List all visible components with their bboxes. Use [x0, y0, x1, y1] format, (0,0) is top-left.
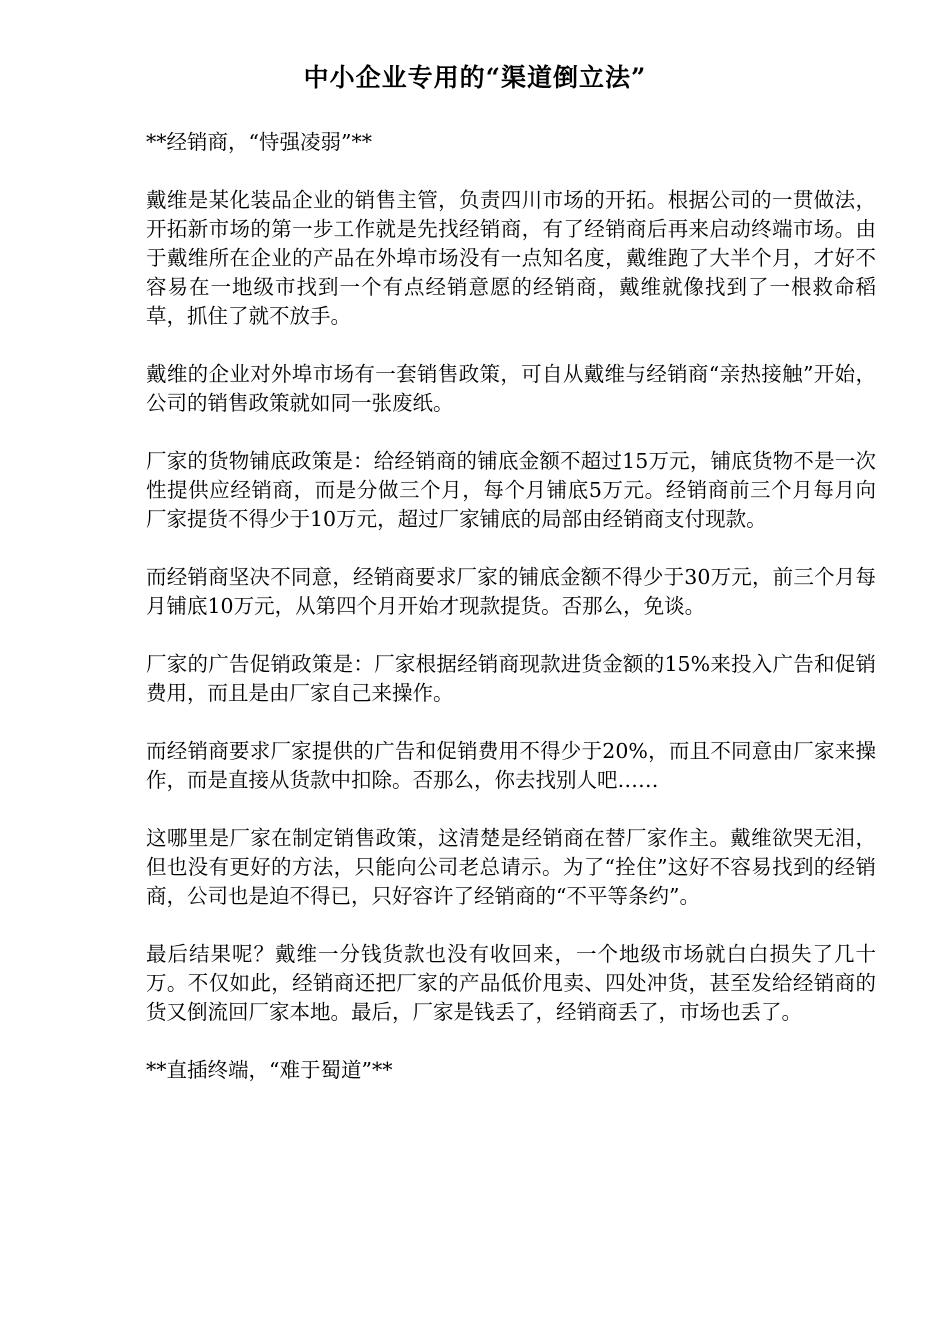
paragraph: 戴维的企业对外埠市场有一套销售政策，可自从戴维与经销商“亲热接触”开始，公司的销售政策就如同一张废纸。	[146, 362, 876, 415]
section-heading-distributor: **经销商，“恃强凌弱”**	[146, 130, 372, 154]
paragraph: 而经销商坚决不同意，经销商要求厂家的铺底金额不得少于30万元，前三个月每月铺底10万元，从第四个月开始才现款提货。否那么，免谈。	[146, 565, 876, 618]
paragraph: 而经销商要求厂家提供的广告和促销费用不得少于20%，而且不同意由厂家来操作，而是直接从货款中扣除。否那么，你去找别人吧……	[146, 739, 876, 792]
document-body	[146, 128, 876, 1085]
paragraph: 这哪里是厂家在制定销售政策，这清楚是经销商在替厂家作主。戴维欲哭无泪，但也没有更好的方法，只能向公司老总请示。为了“拴住”这好不容易找到的经销商，公司也是迫不得已，只好容许了经销商的“不平等条约”。	[146, 826, 876, 908]
paragraph: 最后结果呢？戴维一分钱货款也没有收回来，一个地级市场就白白损失了几十万。不仅如此，经销商还把厂家的产品低价甩卖、四处冲货，甚至发给经销商的货又倒流回厂家本地。最后，厂家是钱丢了，经销商丢了，市场也丢了。	[146, 942, 876, 1024]
paragraph: 厂家的广告促销政策是：厂家根据经销商现款进货金额的15%来投入广告和促销费用，而且是由厂家自己来操作。	[146, 652, 876, 705]
paragraph: 戴维是某化装品企业的销售主管，负责四川市场的开拓。根据公司的一贯做法，开拓新市场的第一步工作就是先找经销商，有了经销商后再来启动终端市场。由于戴维所在企业的产品在外埠市场没有一点知名度，戴维跑了大半个月，才好不容易在一地级市找到一个有点经销意愿的经销商，戴维就像找到了一根救命稻草，抓住了就不放手。	[146, 188, 876, 328]
document-title: 中小企业专用的“渠道倒立法”	[303, 63, 647, 92]
section-heading-terminal: **直插终端，“难于蜀道”**	[146, 1058, 393, 1082]
paragraph: 厂家的货物铺底政策是：给经销商的铺底金额不超过15万元，铺底货物不是一次性提供应经销商，而是分做三个月，每个月铺底5万元。经销商前三个月每月向厂家提货不得少于10万元，超过厂家铺底的局部由经销商支付现款。	[146, 449, 876, 531]
